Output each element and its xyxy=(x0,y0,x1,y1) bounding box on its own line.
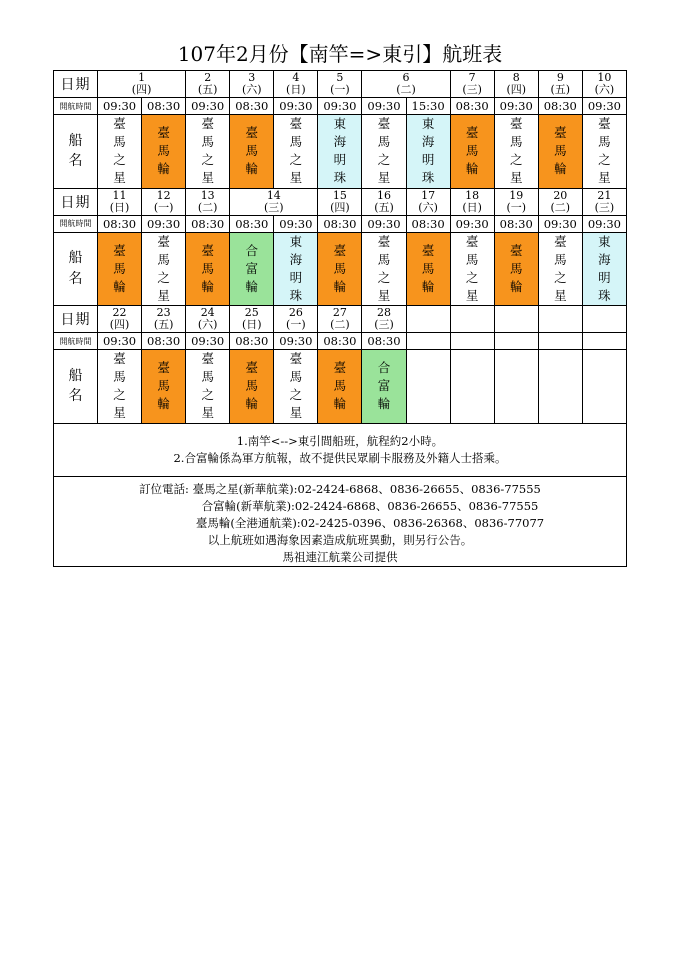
ship-name: 合富輪 xyxy=(245,242,259,294)
day-cell xyxy=(318,306,362,333)
time-header: 開航時間 xyxy=(54,215,98,232)
ship-cell xyxy=(582,232,626,306)
day-cell xyxy=(186,188,230,215)
ship-cell xyxy=(406,350,450,424)
ship-name: 臺馬之星 xyxy=(289,116,303,186)
ship-header xyxy=(54,115,98,189)
day-cell xyxy=(186,71,230,98)
day-cell xyxy=(98,188,142,215)
ship-name: 臺馬輪 xyxy=(465,125,479,177)
day-cell xyxy=(538,306,582,333)
day-number: 20 xyxy=(553,188,568,202)
departure-time: 09:30 xyxy=(582,215,626,232)
weekday: (日) xyxy=(286,83,306,96)
ship-cell xyxy=(318,350,362,424)
day-number: 26 xyxy=(288,306,303,319)
ship-cell xyxy=(362,350,406,424)
day-number: 27 xyxy=(332,306,347,319)
ship-name: 臺馬之星 xyxy=(157,233,170,303)
ship-cell xyxy=(186,232,230,306)
day-cell xyxy=(406,306,450,333)
departure-time xyxy=(538,333,582,350)
day-cell xyxy=(494,188,538,215)
ship-name: 臺馬輪 xyxy=(245,125,259,177)
ship-name: 臺馬輪 xyxy=(157,360,170,412)
booking-cell xyxy=(54,476,627,566)
ship-name: 合富輪 xyxy=(377,360,391,412)
weekday: (日) xyxy=(462,200,482,214)
day-cell xyxy=(230,188,318,215)
departure-time: 09:30 xyxy=(186,333,230,350)
weekday: (四) xyxy=(131,83,152,96)
ship-cell xyxy=(582,115,626,189)
ship-cell xyxy=(186,115,230,189)
ship-cell xyxy=(230,115,274,189)
day-number: 24 xyxy=(200,306,215,319)
booking-row xyxy=(54,476,627,566)
booking-phone: 臺馬輪(全港通航業):02-2425-0396、0836-26368、0836-77077 xyxy=(195,515,545,530)
departure-time: 08:30 xyxy=(230,333,274,350)
departure-time: 09:30 xyxy=(186,98,230,115)
ship-cell xyxy=(230,232,274,306)
departure-time: 09:30 xyxy=(450,215,494,232)
ship-cell xyxy=(450,115,494,189)
ship-name: 東海明珠 xyxy=(421,116,435,186)
day-cell xyxy=(450,188,494,215)
day-number: 3 xyxy=(248,71,256,84)
ship-cell xyxy=(450,350,494,424)
day-number: 21 xyxy=(597,188,612,202)
day-cell xyxy=(538,71,582,98)
day-number: 5 xyxy=(336,71,344,84)
day-cell xyxy=(98,306,142,333)
notes-cell xyxy=(54,423,627,476)
ship-cell xyxy=(406,115,450,189)
day-cell xyxy=(274,71,318,98)
date-row xyxy=(54,71,627,98)
day-cell xyxy=(230,306,274,333)
day-cell xyxy=(494,71,538,98)
departure-time: 08:30 xyxy=(538,98,582,115)
weekday: (一) xyxy=(506,200,527,214)
day-number: 2 xyxy=(204,71,212,84)
date-row xyxy=(54,306,627,333)
ship-name: 臺馬輪 xyxy=(157,125,170,177)
time-header: 開航時間 xyxy=(54,333,98,350)
weekday: (日) xyxy=(241,318,262,331)
day-cell xyxy=(406,188,450,215)
day-number: 25 xyxy=(244,306,259,319)
day-cell xyxy=(142,306,186,333)
day-number: 14 xyxy=(266,188,281,202)
booking-line xyxy=(54,481,626,498)
booking-phone: 合富輪(新華航業):02-2424-6868、0836-26655、0836-77555 xyxy=(201,498,539,513)
departure-time: 09:30 xyxy=(274,98,318,115)
day-cell xyxy=(362,188,406,215)
day-number: 1 xyxy=(138,71,146,84)
date-header: 日期 xyxy=(54,188,98,215)
weekday: (三) xyxy=(462,83,482,96)
ship-cell xyxy=(538,115,582,189)
ship-name: 東海明珠 xyxy=(333,116,347,186)
ship-cell xyxy=(494,232,538,306)
ship-cell xyxy=(142,115,186,189)
day-number: 6 xyxy=(402,71,410,84)
day-number: 4 xyxy=(292,71,300,84)
ship-name: 臺馬之星 xyxy=(201,351,214,421)
note-line: 2.合富輪係為軍方航報，故不提供民眾刷卡服務及外籍人士搭乘。 xyxy=(173,450,507,465)
ship-cell xyxy=(538,232,582,306)
weekday: (一) xyxy=(153,200,174,214)
departure-time: 08:30 xyxy=(494,215,538,232)
departure-time: 09:30 xyxy=(274,215,318,232)
ship-name: 臺馬之星 xyxy=(289,351,303,421)
time-row xyxy=(54,98,627,115)
weekday: (六) xyxy=(241,83,262,96)
departure-time xyxy=(406,333,450,350)
weekday: (三) xyxy=(264,200,284,214)
ship-cell xyxy=(98,350,142,424)
ship-name: 臺馬輪 xyxy=(333,242,347,294)
day-number: 13 xyxy=(200,188,215,202)
departure-time: 09:30 xyxy=(362,98,406,115)
departure-time xyxy=(494,333,538,350)
departure-time xyxy=(450,333,494,350)
ship-name: 臺馬輪 xyxy=(113,242,126,294)
day-number: 8 xyxy=(512,71,520,84)
ship-header xyxy=(54,232,98,306)
ship-name: 臺馬輪 xyxy=(333,360,347,412)
ship-name: 臺馬輪 xyxy=(245,360,259,412)
ship-name: 臺馬輪 xyxy=(421,242,435,294)
time-header: 開航時間 xyxy=(54,98,98,115)
ship-cell xyxy=(538,350,582,424)
departure-time: 09:30 xyxy=(582,98,626,115)
booking-line xyxy=(54,515,626,532)
departure-time: 15:30 xyxy=(406,98,450,115)
day-number: 9 xyxy=(556,71,564,84)
ship-name: 東海明珠 xyxy=(289,233,303,303)
weekday: (五) xyxy=(153,318,174,331)
departure-time xyxy=(582,333,626,350)
ship-cell xyxy=(362,232,406,306)
ship-row xyxy=(54,350,627,424)
departure-time: 08:30 xyxy=(362,333,406,350)
weekday: (一) xyxy=(330,83,350,96)
ship-header-label: 船名 xyxy=(68,367,84,405)
day-number: 7 xyxy=(468,71,476,84)
day-number: 15 xyxy=(332,188,347,202)
ship-cell xyxy=(318,115,362,189)
weekday: (五) xyxy=(550,83,571,96)
day-number: 10 xyxy=(597,71,612,84)
ship-name: 臺馬之星 xyxy=(377,116,391,186)
ship-header-label: 船名 xyxy=(68,250,84,287)
time-row xyxy=(54,215,627,232)
day-cell xyxy=(494,306,538,333)
note-line: 1.南竿<-->東引間船班，航程約2小時。 xyxy=(236,433,444,448)
ship-cell xyxy=(406,232,450,306)
day-number: 17 xyxy=(421,188,436,202)
booking-line xyxy=(54,498,626,515)
ship-cell xyxy=(142,350,186,424)
ship-name: 臺馬之星 xyxy=(201,116,214,186)
weekday: (六) xyxy=(197,318,218,331)
ship-name: 東海明珠 xyxy=(598,233,611,303)
departure-time: 09:30 xyxy=(538,215,582,232)
weekday: (三) xyxy=(374,318,394,331)
weekday: (日) xyxy=(109,200,130,214)
ship-cell xyxy=(494,350,538,424)
departure-time: 08:30 xyxy=(318,333,362,350)
ship-cell xyxy=(142,232,186,306)
ship-header-label: 船名 xyxy=(68,132,84,170)
weekday: (四) xyxy=(506,83,527,96)
departure-time: 09:30 xyxy=(362,215,406,232)
weekday: (二) xyxy=(330,318,350,331)
ship-cell xyxy=(274,350,318,424)
weekday: (二) xyxy=(396,83,416,96)
departure-time: 09:30 xyxy=(98,98,142,115)
weekday: (五) xyxy=(197,83,218,96)
footer-line: 以上航班如遇海象因素造成航班異動，則另行公告。 xyxy=(207,532,473,547)
weekday: (二) xyxy=(197,200,218,214)
weekday: (五) xyxy=(374,200,394,214)
page-title: 107年2月份【南竿=>東引】航班表 xyxy=(177,42,503,66)
weekday: (一) xyxy=(286,318,306,331)
departure-time: 08:30 xyxy=(450,98,494,115)
departure-time: 08:30 xyxy=(186,215,230,232)
ship-cell xyxy=(98,115,142,189)
day-number: 19 xyxy=(509,188,524,202)
footer-line: 馬祖連江航業公司提供 xyxy=(282,549,398,564)
ship-cell xyxy=(450,232,494,306)
day-cell xyxy=(582,306,626,333)
day-cell xyxy=(582,188,626,215)
ship-cell xyxy=(230,350,274,424)
booking-label: 訂位電話: xyxy=(139,481,189,496)
day-cell xyxy=(318,188,362,215)
departure-time: 08:30 xyxy=(142,333,186,350)
departure-time: 09:30 xyxy=(98,333,142,350)
ship-header xyxy=(54,350,98,424)
departure-time: 09:30 xyxy=(494,98,538,115)
ship-name: 臺馬之星 xyxy=(509,116,523,186)
day-number: 22 xyxy=(112,306,127,319)
day-number: 11 xyxy=(112,188,127,202)
ship-row xyxy=(54,115,627,189)
weekday: (三) xyxy=(594,200,615,214)
ship-name: 臺馬之星 xyxy=(554,233,567,303)
weekday: (四) xyxy=(330,200,350,214)
ship-name: 臺馬之星 xyxy=(465,233,479,303)
ship-cell xyxy=(494,115,538,189)
day-cell xyxy=(186,306,230,333)
day-cell xyxy=(450,71,494,98)
day-number: 28 xyxy=(377,306,391,319)
schedule-table xyxy=(53,70,627,567)
departure-time: 08:30 xyxy=(318,215,362,232)
notes-row xyxy=(54,423,627,476)
booking-phone: 臺馬之星(新華航業):02-2424-6868、0836-26655、0836-77555 xyxy=(192,481,541,496)
ship-name: 臺馬輪 xyxy=(201,242,214,294)
weekday: (四) xyxy=(109,318,130,331)
ship-name: 臺馬輪 xyxy=(554,125,567,177)
departure-time: 08:30 xyxy=(230,215,274,232)
ship-name: 臺馬之星 xyxy=(598,116,611,186)
day-cell xyxy=(274,306,318,333)
weekday: (六) xyxy=(418,200,438,214)
departure-time: 08:30 xyxy=(230,98,274,115)
ship-name: 臺馬輪 xyxy=(509,242,523,294)
time-row xyxy=(54,333,627,350)
ship-cell xyxy=(582,350,626,424)
day-number: 12 xyxy=(156,188,171,202)
day-cell xyxy=(230,71,274,98)
ship-row xyxy=(54,232,627,306)
ship-cell xyxy=(362,115,406,189)
ship-cell xyxy=(318,232,362,306)
departure-time: 08:30 xyxy=(142,98,186,115)
date-header: 日期 xyxy=(54,306,98,333)
weekday: (六) xyxy=(594,83,615,96)
day-cell xyxy=(318,71,362,98)
day-number: 18 xyxy=(465,188,480,202)
ship-cell xyxy=(98,232,142,306)
day-cell xyxy=(362,306,406,333)
departure-time: 09:30 xyxy=(274,333,318,350)
day-cell xyxy=(538,188,582,215)
departure-time: 08:30 xyxy=(406,215,450,232)
date-header: 日期 xyxy=(54,71,98,98)
day-number: 16 xyxy=(377,188,391,202)
ship-cell xyxy=(274,115,318,189)
day-cell xyxy=(98,71,186,98)
day-cell xyxy=(142,188,186,215)
day-cell xyxy=(450,306,494,333)
departure-time: 08:30 xyxy=(98,215,142,232)
ship-cell xyxy=(186,350,230,424)
ship-name: 臺馬之星 xyxy=(377,233,391,303)
ship-name: 臺馬之星 xyxy=(113,351,126,421)
ship-cell xyxy=(274,232,318,306)
day-cell xyxy=(362,71,450,98)
departure-time: 09:30 xyxy=(142,215,186,232)
day-cell xyxy=(582,71,626,98)
day-number: 23 xyxy=(156,306,171,319)
date-row xyxy=(54,188,627,215)
departure-time: 09:30 xyxy=(318,98,362,115)
weekday: (二) xyxy=(550,200,571,214)
ship-name: 臺馬之星 xyxy=(113,116,126,186)
